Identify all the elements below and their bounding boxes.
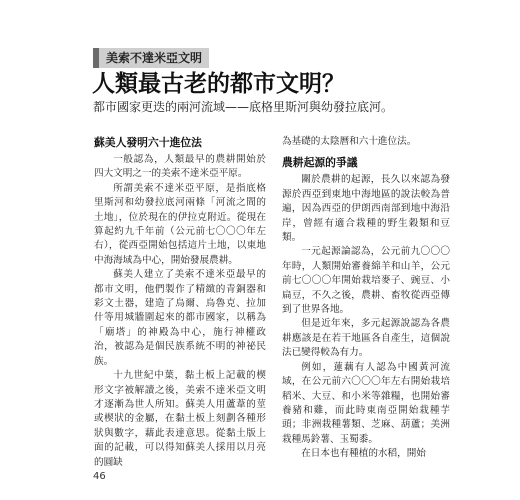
page-title: 人類最古老的都市文明？	[92, 71, 345, 97]
right-column	[282, 135, 450, 462]
paragraph: 一般認為，人類最早的農耕開始於四大文明之一的美索不達米亞平原。	[94, 154, 266, 180]
paragraph-continued: 為基礎的太陰曆和六十進位法。	[282, 136, 417, 147]
paragraph: 在日本也有種植的水稻，開始	[301, 448, 426, 460]
paragraph: 所謂美索不達米亞平原，是指底格里斯河和幼發拉底河兩條「河流之間的土地」，位於現在的伊拉克附近。從現在算起約九千年前（公元前七〇〇〇年左右），從西亞開始包括這片土地，以東地中海海域為中心，開始發展農耕。	[94, 182, 266, 266]
section-tag: 美索不達米亞文明	[93, 48, 209, 68]
paragraph: 十九世紀中葉，黏土板上記載的楔形文字被解讀之後，美索不達米亞文明才逐漸為世人所知。蘇美人用蘆葦的莖或楔狀的金屬，在黏土板上刻劃各種形狀與數字，藉此表達意思。從黏土版上面的記載，可以得知蘇美人採用以月亮的圓缺	[94, 370, 266, 468]
page-subtitle: 都市國家更迭的兩河流域——底格里斯河與幼發拉底河。	[93, 100, 394, 114]
page-number: 46	[93, 471, 106, 482]
paragraph: 例如，蓮藕有人認為中國黃河流域，在公元前六〇〇〇年左右開始栽培稻米、大豆、和小米等雜糧，也開始審養豬和雞，而此時東南亞開始栽種芋頭；非洲栽種薯類、芝麻、葫蘆；美洲栽種馬鈴薯、玉蜀黍。	[282, 361, 450, 445]
right-column-heading: 農耕起源的爭議	[282, 156, 358, 170]
left-column	[94, 135, 266, 470]
paragraph: 但是近年來，多元起源說認為各農耕應該是在若干地區各自產生，這個說法已變得較為有力。	[282, 318, 450, 359]
paragraph: 一元起源論認為，公元前九〇〇〇年時，人類開始審養綿羊和山羊，公元前七〇〇〇年開始栽培麥子、豌豆、小扁豆，不久之後，農耕、畜牧從西亞傳到了世界各地。	[282, 246, 450, 316]
paragraph: 關於農耕的起源，長久以來認為發源於西亞到東地中海地區的說法較為普遍，因為西亞的伊朗西南部到地中海沿岸，曾經有適合栽種的野生穀類和豆類。	[282, 174, 450, 244]
left-column-heading: 蘇美人發明六十進位法	[94, 136, 202, 149]
paragraph: 蘇美人建立了美索不達米亞最早的都市文明，他們製作了精緻的青銅器和彩文土器，建造了烏爾、烏魯克、拉加什等用城牆圍起來的都市國家，以稱為「廟塔」的神殿為中心，施行神權政治，被認為是個民族系統不明的神祕民族。	[94, 269, 266, 367]
